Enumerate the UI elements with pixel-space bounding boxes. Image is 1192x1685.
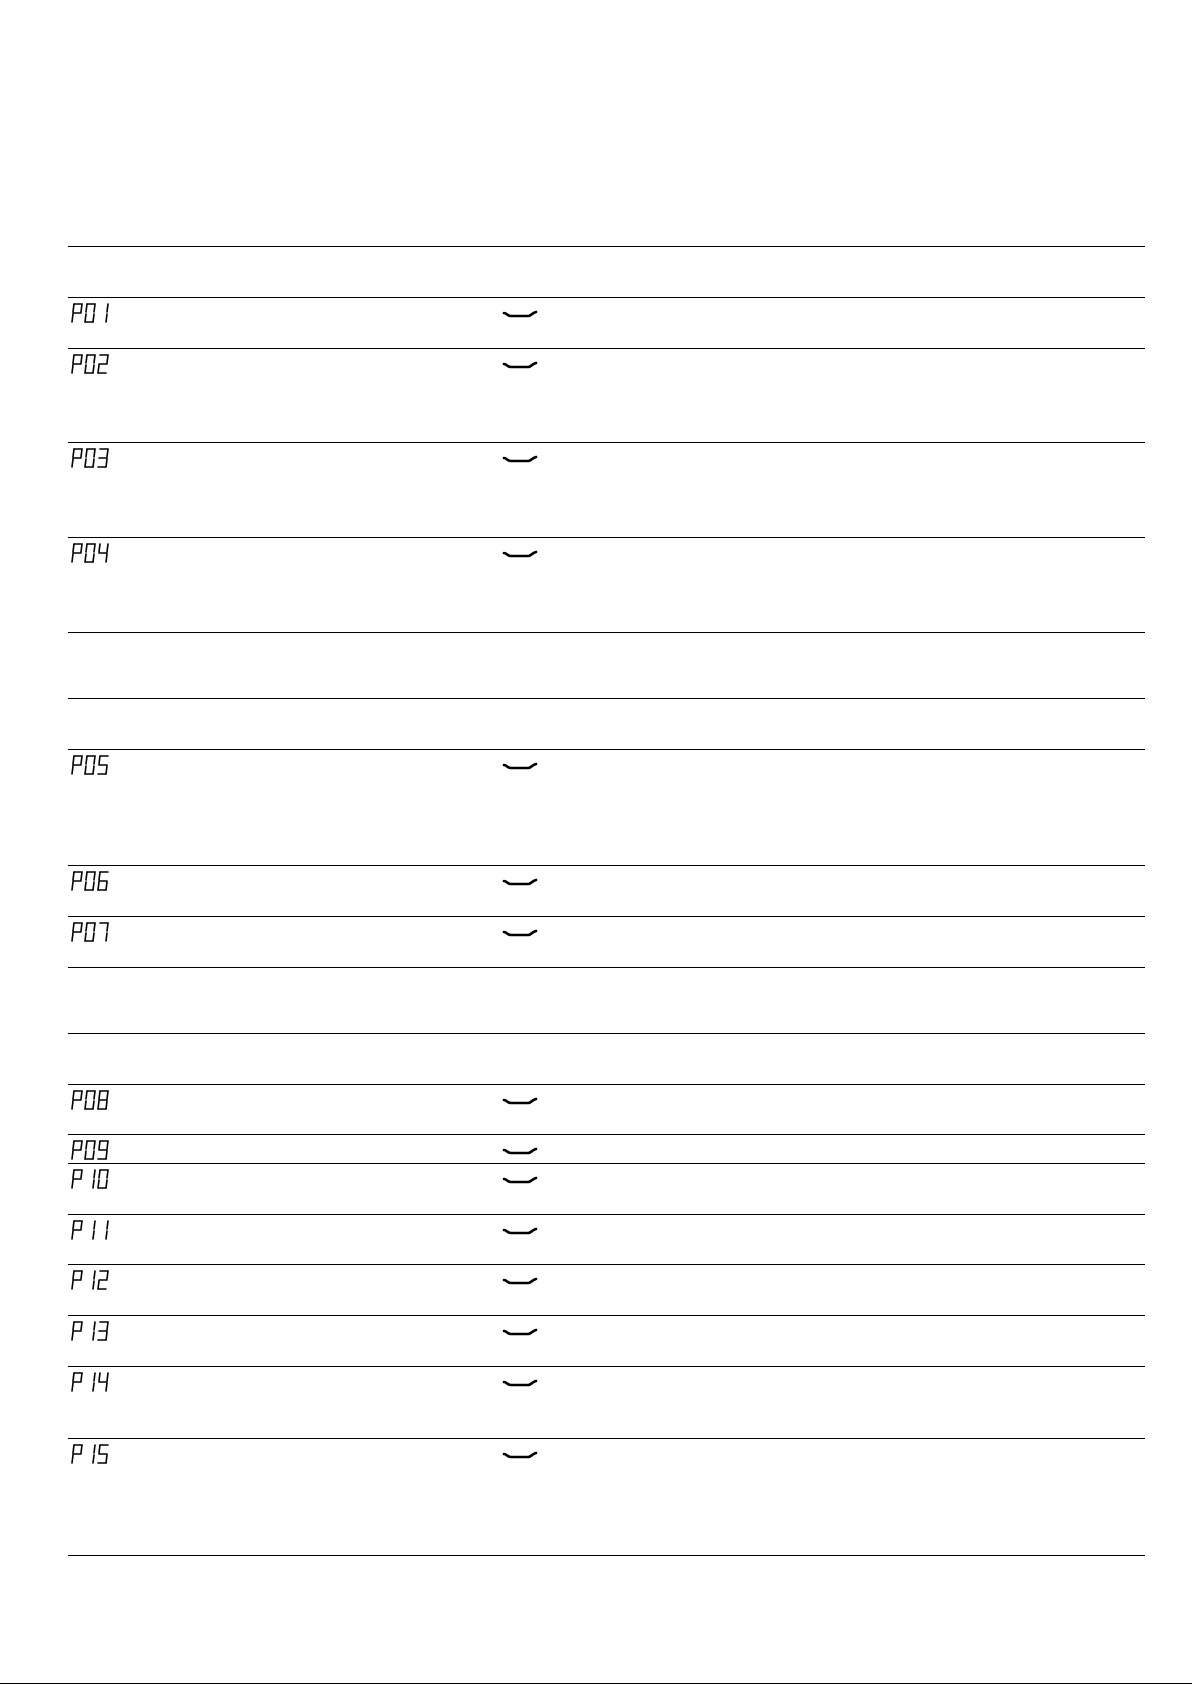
tilde-icon xyxy=(502,1094,538,1106)
page-footer-rule xyxy=(0,1683,1192,1684)
table-rule xyxy=(68,749,1145,750)
table-rule xyxy=(68,698,1145,699)
tilde-icon xyxy=(502,1274,538,1286)
tilde-icon xyxy=(502,1224,538,1236)
table-rule xyxy=(68,1214,1145,1215)
table-rule xyxy=(68,246,1145,247)
program-code xyxy=(71,303,111,323)
tilde-icon xyxy=(502,547,538,559)
tilde-icon xyxy=(502,1448,538,1460)
program-code xyxy=(71,1372,111,1392)
table-rule xyxy=(68,1264,1145,1265)
table-rule xyxy=(68,297,1145,298)
table-rule xyxy=(68,442,1145,443)
table-rule xyxy=(68,1163,1145,1164)
table-rule xyxy=(68,1438,1145,1439)
program-code xyxy=(71,1090,111,1110)
program-code xyxy=(71,1270,111,1290)
table-rule xyxy=(68,348,1145,349)
tilde-icon xyxy=(502,452,538,464)
tilde-icon xyxy=(502,875,538,887)
table-rule xyxy=(68,865,1145,866)
tilde-icon xyxy=(502,926,538,938)
table-rule xyxy=(68,1366,1145,1367)
program-code xyxy=(71,1169,111,1189)
program-code xyxy=(71,543,111,563)
table-rule xyxy=(68,1134,1145,1135)
program-code xyxy=(71,448,111,468)
table-rule xyxy=(68,1084,1145,1085)
table-rule xyxy=(68,1555,1145,1556)
table-rule xyxy=(68,916,1145,917)
table-rule xyxy=(68,1033,1145,1034)
program-code xyxy=(71,922,111,942)
tilde-icon xyxy=(502,1144,538,1156)
table-rule xyxy=(68,632,1145,633)
program-code xyxy=(71,1321,111,1341)
program-code xyxy=(71,1140,111,1160)
tilde-icon xyxy=(502,1376,538,1388)
tilde-icon xyxy=(502,1173,538,1185)
tilde-icon xyxy=(502,307,538,319)
table-rule xyxy=(68,537,1145,538)
program-code xyxy=(71,1444,111,1464)
program-code xyxy=(71,1220,111,1240)
table-rule xyxy=(68,1315,1145,1316)
program-code xyxy=(71,354,111,374)
tilde-icon xyxy=(502,759,538,771)
tilde-icon xyxy=(502,358,538,370)
program-code xyxy=(71,871,111,891)
program-code xyxy=(71,755,111,775)
tilde-icon xyxy=(502,1325,538,1337)
table-rule xyxy=(68,967,1145,968)
